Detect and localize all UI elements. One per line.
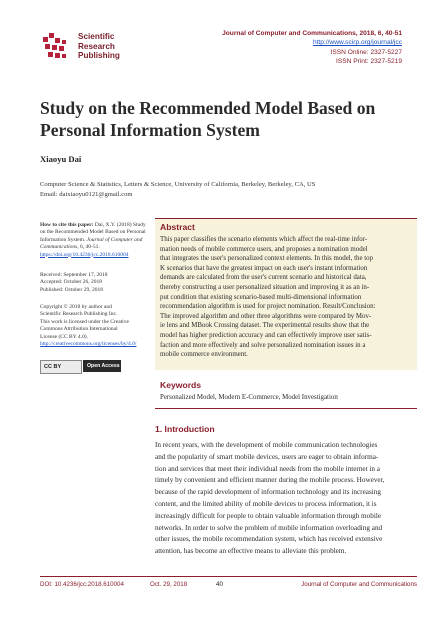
cite-volume: 6, 40-51. (80, 244, 100, 251)
abstract-line: The improved algorithm and other three algorithms were compared by Mov- (160, 312, 372, 320)
abstract-line: put condition that existing scenario-based multi-dimensional information (160, 293, 362, 301)
journal-info (222, 29, 402, 66)
cite-prefix: How to cite this paper: (40, 222, 94, 228)
abstract-line: K scenarios that have the greatest impact on each user's instant information (160, 264, 368, 272)
intro-line: In recent years, with the development of mobile communication technologies (155, 441, 378, 449)
abstract-line: that integrates the user's personalized context elements. In this model, the top (160, 255, 374, 263)
abstract-top-rule (155, 218, 417, 219)
keywords-heading: Keywords (160, 380, 202, 390)
license-link[interactable]: http://creativecommons.org/licenses/by/4.0/ (40, 341, 137, 348)
introduction-heading: 1. Introduction (155, 424, 215, 434)
citation-block (40, 222, 152, 259)
intro-line: timely by convenient and efficient manner during the mobile process. However, (155, 476, 385, 485)
intro-line: other issues, the mobile recommendation system, which has received extensive (155, 535, 383, 544)
abstract-line: ie lens and MBook Crossing dataset. The experimental results show that the (160, 322, 370, 330)
copyright-line: License (CC BY 4.0). (40, 333, 88, 340)
footer-rule (40, 576, 417, 577)
abstract-line: model has higher prediction accuracy and can effectively improve user satis- (160, 331, 372, 339)
abstract-line: mobile commerce environment. (160, 351, 248, 359)
copyright-line: This work is licensed under the Creative (40, 318, 129, 325)
page-number: 40 (216, 581, 223, 588)
publisher-line: Research (78, 41, 115, 51)
abstract-line: mation needs of mobile commerce users, and proposes a nomination model (160, 245, 368, 253)
cite-text: Dai, X.Y. (2018) Study on the Recommended Model Based on Personal Information System. (40, 222, 146, 243)
journal-url-link[interactable]: http://www.scirp.org/journal/jcc (312, 39, 402, 47)
doi-link[interactable]: https://doi.org/10.4236/jcc.2018.610004 (40, 251, 129, 258)
affiliation-text: Computer Science & Statistics, Letters & Science, University of California, Berkeley, Berkeley, CA, US (40, 181, 316, 188)
copyright-block (40, 304, 152, 348)
author-affiliation (40, 180, 420, 199)
open-access-badge[interactable] (83, 360, 121, 372)
intro-line: attention, has become an effective means to alleviate this problem. (155, 547, 347, 556)
keywords-text: Personalized Model, Modern E-Commerce, Model Investigation (160, 394, 338, 401)
open-access-label: Open Access (87, 362, 120, 369)
abstract-line: demands are calculated from the user's current scenario and historical data, (160, 274, 367, 282)
abstract-text (160, 235, 416, 360)
publisher-name (78, 32, 120, 61)
journal-citation: Journal of Computer and Communications, 2018, 6, 40-51 (222, 30, 402, 37)
publisher-line: Publishing (78, 51, 120, 60)
abstract-heading: Abstract (160, 222, 195, 232)
abstract-line: thereby constructing a user personalized situation and improving it as an in- (160, 283, 370, 291)
abstract-line: recommendation algorithm is used for project nomination. Result/Conclusion: (160, 303, 376, 311)
intro-line: tion and services that meet their individual needs from the mobile internet in a (155, 464, 380, 473)
intro-line: and the popularity of smart mobile devices, users are eager to obtain informa- (155, 452, 379, 461)
copyright-line: Commons Attribution International (40, 326, 118, 333)
paper-author: Xiaoyu Dai (40, 154, 82, 164)
received-date: Received: September 17, 2018 (40, 272, 108, 278)
publisher-logo-icon (40, 30, 74, 64)
publisher-line: Scientific (78, 32, 115, 41)
issn-print: ISSN Print: 2327-5219 (336, 57, 402, 65)
accepted-date: Accepted: October 26, 2018 (40, 279, 103, 286)
intro-line: networks. In order to solve the problem of mobile information overloading and (155, 523, 383, 532)
intro-line: increasingly difficult for people to obtain valuable information through mobile (155, 511, 382, 520)
cc-by-badge[interactable] (40, 360, 82, 374)
keywords-bottom-rule (155, 408, 417, 409)
published-date: Published: October 29, 2018 (40, 286, 103, 293)
issn-online: ISSN Online: 2327-5227 (330, 48, 402, 56)
cc-badge-label: CC BY (44, 363, 62, 370)
author-email: Email: daixiaoyu0121@gmail.com (40, 190, 133, 198)
footer-doi[interactable]: DOI: 10.4236/jcc.2018.610004 (40, 581, 124, 588)
dates-block (40, 272, 152, 294)
intro-line: because of the rapid development of information technology and its increasing (155, 488, 381, 497)
copyright-line: Scientific Research Publishing Inc. (40, 311, 118, 318)
cite-journal: Journal of Computer and Communications, (40, 236, 143, 251)
footer-date: Oct. 29, 2018 (150, 581, 188, 588)
abstract-line: faction and more effectively and solve personalized nomination issues in a (160, 341, 366, 349)
abstract-line: This paper classifies the scenario elements which affect the real-time infor- (160, 236, 368, 243)
footer-journal: Journal of Computer and Communications (301, 581, 417, 588)
intro-line: content, and the limited ability of mobile devices to process information, it is (155, 499, 377, 508)
introduction-text (155, 440, 417, 558)
paper-title: Study on the Recommended Model Based on Personal Information System (40, 98, 376, 140)
copyright-line: Copyright © 2018 by author and (40, 304, 112, 310)
